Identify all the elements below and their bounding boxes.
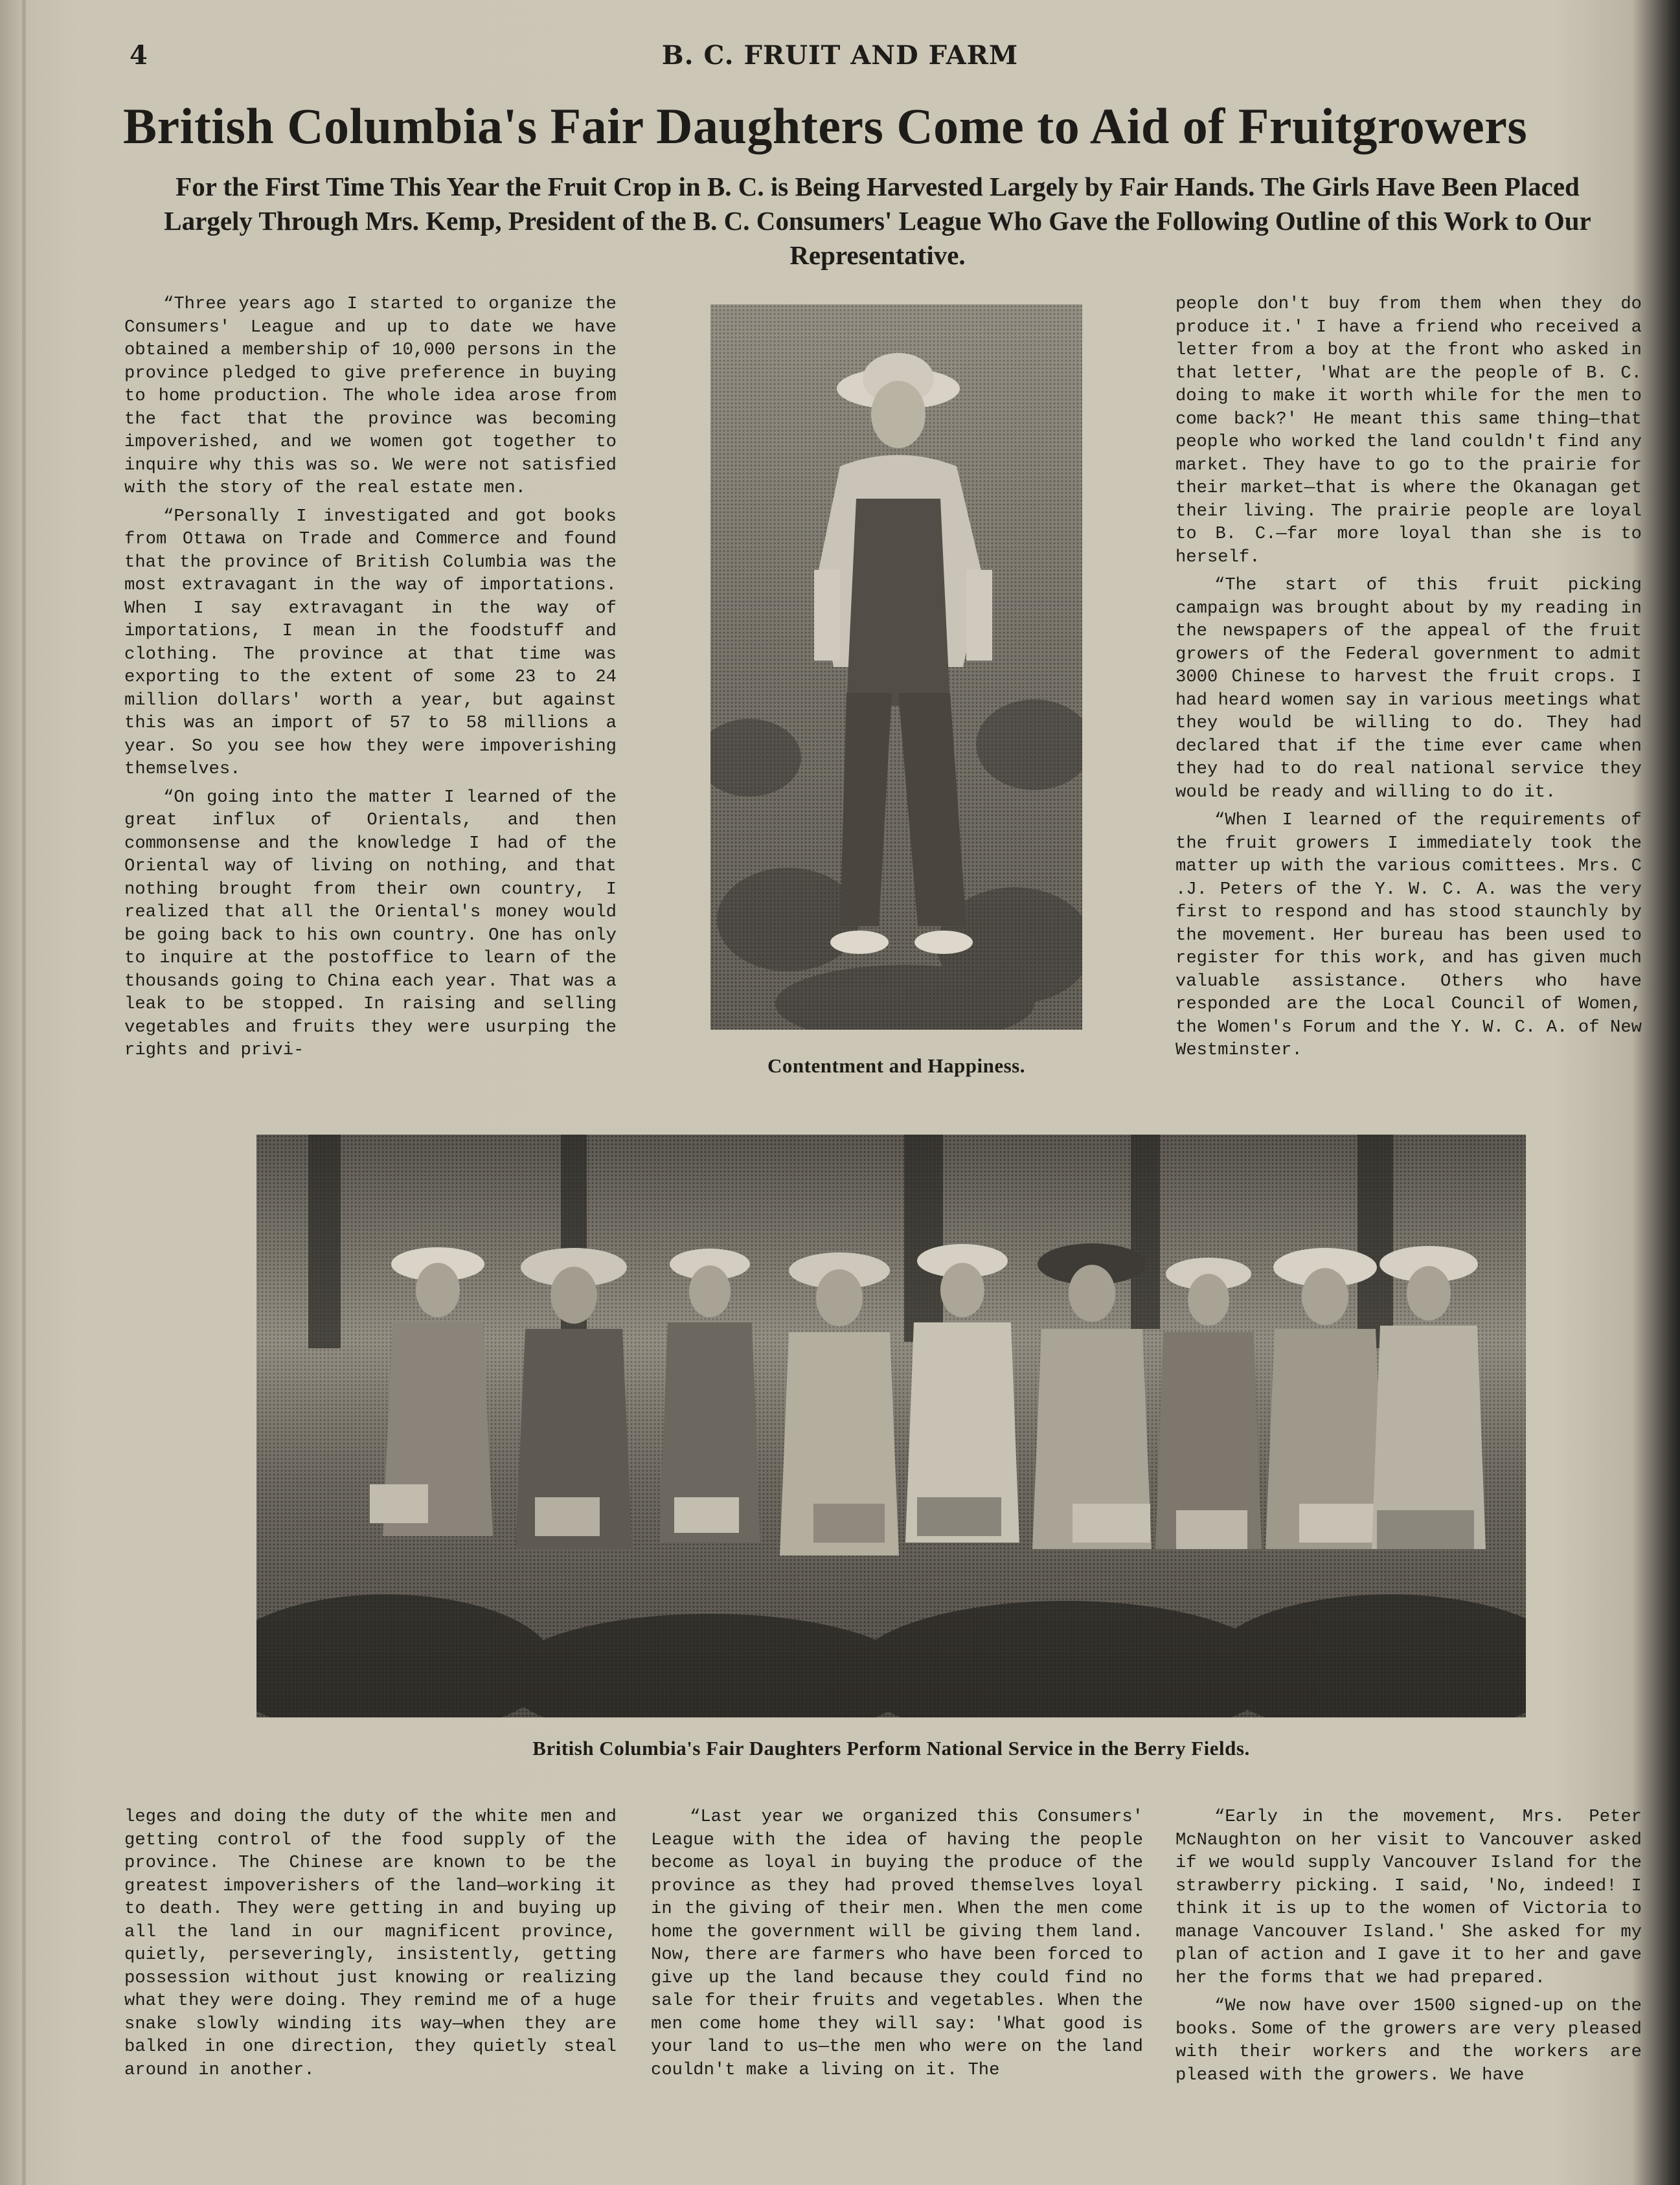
column-bottom-left (124, 1806, 617, 2087)
paragraph: “We now have over 1500 signed-up on the books. Some of the growers are very pleased with their workers and the workers are pleased with the growers. We have (1175, 1996, 1642, 2085)
paragraph: “The start of this fruit picking campaign was brought about by my reading in the newspapers of the appeal of the fruit growers of the Federal government to admit 3000 Chinese to harvest the fruit crops. I had heard women say in various meetings what they would be willing to do. They had declared that if the time ever came when they had to do real national service they would be ready and willing to do it. (1175, 575, 1642, 802)
photo2-caption: British Columbia's Fair Daughters Perform National Service in the Berry Fields. (532, 1737, 1250, 1760)
paragraph: “Last year we organized this Consumers' League with the idea of having the people become as loyal in buying the produce of the province as they had proved themselves loyal in the giving of their men. When the men come home the government will be giving them land. Now, there are farmers who have been forced to give up the land because they could find no sale for their fruits and vegetables. When the men come home they will say: 'What good is your land to us—the men who were on the land couldn't make a living on it. The (651, 1807, 1143, 2080)
photo-group-berry-pickers (256, 1135, 1526, 1717)
paragraph: leges and doing the duty of the white men and getting control of the food supply of the province. The Chinese are known to be the greatest impoverishers of the land—working it to death. They were getting in and buying up all the land in our magnificent province, quietly, perseveringly, insistently, getting possession without just knowing or realizing what they were doing. They remind me of a huge snake slowly winding its way—when they are balked in one direction, they quietly steal around in another. (124, 1807, 617, 2080)
paragraph: people don't buy from them when they do produce it.' I have a friend who received a letter from a boy at the front who asked in that letter, 'What are the people of B. C. doing to make it worth while for the men to come back?' He meant this same thing—that people who worked the land couldn't find any market. They have to go to the prairie for their market—that is where the Okanagan get their living. The prairie people are loyal to B. C.—far more loyal than she is to herself. (1175, 294, 1642, 567)
column-bottom-right (1175, 1806, 1642, 2092)
photo-portrait-illustration (710, 304, 1082, 1030)
article-headline: British Columbia's Fair Daughters Come to Aid of Fruitgrowers (123, 98, 1528, 154)
page-binding-shadow (22, 0, 26, 2185)
article-deck: For the First Time This Year the Fruit Crop in B. C. is Being Harvested Largely by Fair Hands. The Girls Have Been Placed Largely Through Mrs. Kemp, President of the B. C. Consumers' League Who Gave the Following Outline of this Work to Our Representative. (164, 172, 1591, 270)
column-bottom-middle (651, 1806, 1143, 2087)
photo-woman-in-overalls (710, 304, 1082, 1030)
paragraph: “When I learned of the requirements of the fruit growers I immediately took the matter up with the various comittees. Mrs. C .J. Peters of the Y. W. C. A. was the very first to respond and has stood staunchly by the movement. Her bureau has been used to register for this work, and has given much valuable assistance. Others who have responded are the Local Council of Women, the Women's Forum and the Y. W. C. A. of New Westminster. (1175, 810, 1642, 1060)
paragraph: “On going into the matter I learned of the great influx of Orientals, and then commonsense and the knowledge I had of the Oriental way of living on nothing, and that nothing brought from their own country, I realized that all the Oriental's money would be going back to his own country. One has only to inquire at the postoffice to learn of the thousands going to China each year. That was a leak to be stopped. In raising and selling vegetables and fruits they were usurping the rights and privi- (124, 787, 617, 1060)
photo-group-illustration (256, 1135, 1526, 1717)
photo1-caption: Contentment and Happiness. (767, 1054, 1025, 1077)
paragraph: “Three years ago I started to organize the Consumers' League and up to date we have obtained a membership of 10,000 persons in the province pledged to give preference in buying to home production. The whole idea arose from the fact that the province was becoming impoverished, and we women got together to inquire why this was so. We were not satisfied with the story of the real estate men. (124, 294, 617, 498)
paragraph: “Early in the movement, Mrs. Peter McNaughton on her visit to Vancouver asked if we would supply Vancouver Island for the strawberry picking. I said, 'No, indeed! I think it is up to the women of Victoria to manage Vancouver Island.' She asked for my plan of action and I gave it to her and gave her the forms that we had prepared. (1175, 1807, 1642, 1988)
column-top-right (1175, 293, 1642, 1067)
column-top-left (124, 293, 617, 1067)
running-head: B. C. FRUIT AND FARM (661, 40, 1019, 71)
page-number: 4 (130, 40, 148, 71)
paragraph: “Personally I investigated and got books from Ottawa on Trade and Commerce and found that the province of British Columbia was the most extravagant in the way of importations. When I say extravagant in the way of importations, I mean in the foodstuff and clothing. The province at that time was exporting to the extent of some 23 to 24 million dollars' worth a year, but against this was an import of 57 to 58 millions a year. So you see how they were impoverishing themselves. (124, 506, 617, 779)
